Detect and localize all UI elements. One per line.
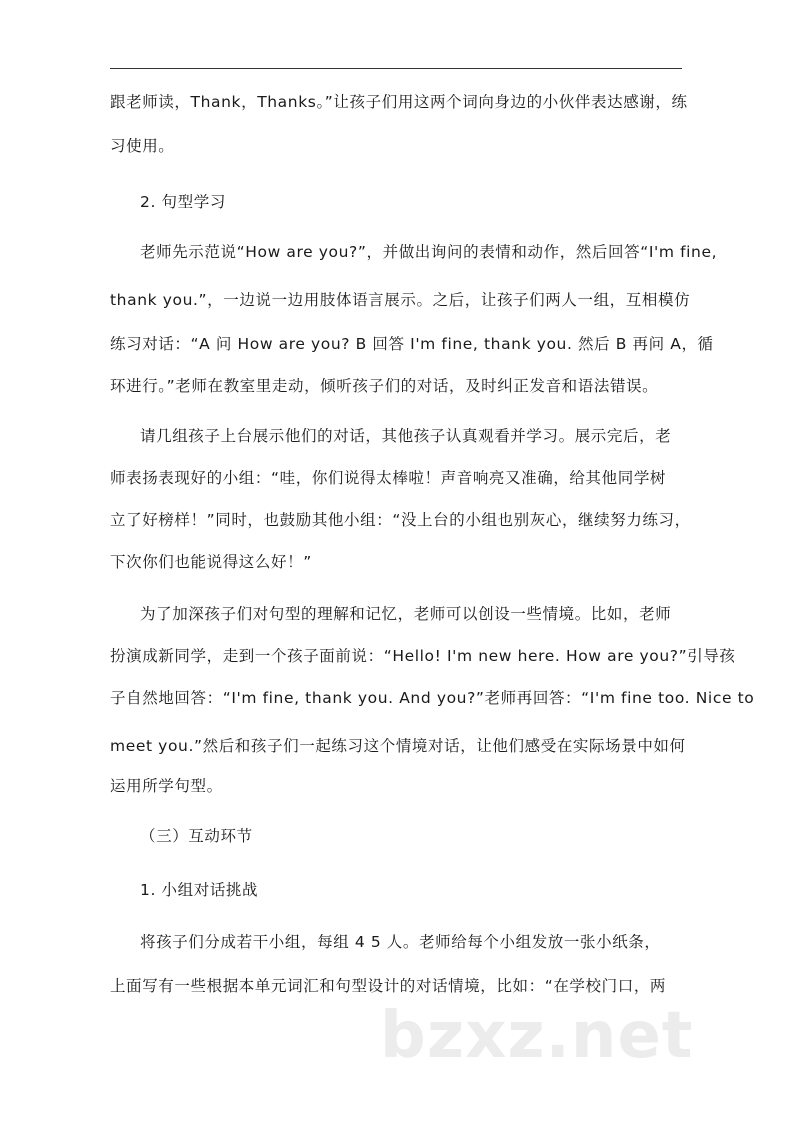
text-line: 师表扬表现好的小组：“哇，你们说得太棒啦！声音响亮又准确，给其他同学树 (110, 469, 667, 487)
text-line: 老师先示范说“How are you?”，并做出询问的表情和动作，然后回答“I'm fine, (140, 243, 718, 261)
text-line: 请几组孩子上台展示他们的对话，其他孩子认真观看并学习。展示完后，老 (140, 427, 672, 445)
text-line: meet you.”然后和孩子们一起练习这个情境对话，让他们感受在实际场景中如何 (110, 737, 686, 755)
header-rule (110, 68, 682, 69)
text-line: 立了好榜样！”同时，也鼓励其他小组：“没上台的小组也别灰心，继续努力练习， (110, 511, 691, 529)
text-line: 运用所学句型。 (110, 777, 223, 795)
section-heading: 1. 小组对话挑战 (140, 881, 259, 899)
text-line: thank you.”，一边说一边用肢体语言展示。之后，让孩子们两人一组，互相模仿 (110, 291, 691, 309)
section-heading: 2. 句型学习 (140, 193, 226, 211)
section-heading: （三）互动环节 (140, 827, 253, 845)
text-line: 习使用。 (110, 137, 175, 155)
text-line: 跟老师读，Thank，Thanks。”让孩子们用这两个词向身边的小伙伴表达感谢，练 (110, 93, 688, 111)
text-line: 子自然地回答：“I'm fine, thank you. And you?”老师再回答：“I'm fine too. Nice to (110, 689, 755, 707)
watermark: bzxz.net (380, 999, 694, 1073)
text-line: 将孩子们分成若干小组，每组 4 5 人。老师给每个小组发放一张小纸条， (140, 933, 661, 951)
text-line: 为了加深孩子们对句型的理解和记忆，老师可以创设一些情境。比如，老师 (140, 605, 672, 623)
text-line: 扮演成新同学，走到一个孩子面前说：“Hello! I'm new here. How are you?”引导孩 (110, 647, 736, 665)
text-line: 环进行。”老师在教室里走动，倾听孩子们的对话，及时纠正发音和语法错误。 (110, 377, 659, 395)
text-line: 下次你们也能说得这么好！” (110, 553, 312, 571)
text-line: 上面写有一些根据本单元词汇和句型设计的对话情境，比如：“在学校门口，两 (110, 977, 667, 995)
text-line: 练习对话：“A 问 How are you? B 回答 I'm fine, thank you. 然后 B 再问 A，循 (110, 335, 714, 353)
